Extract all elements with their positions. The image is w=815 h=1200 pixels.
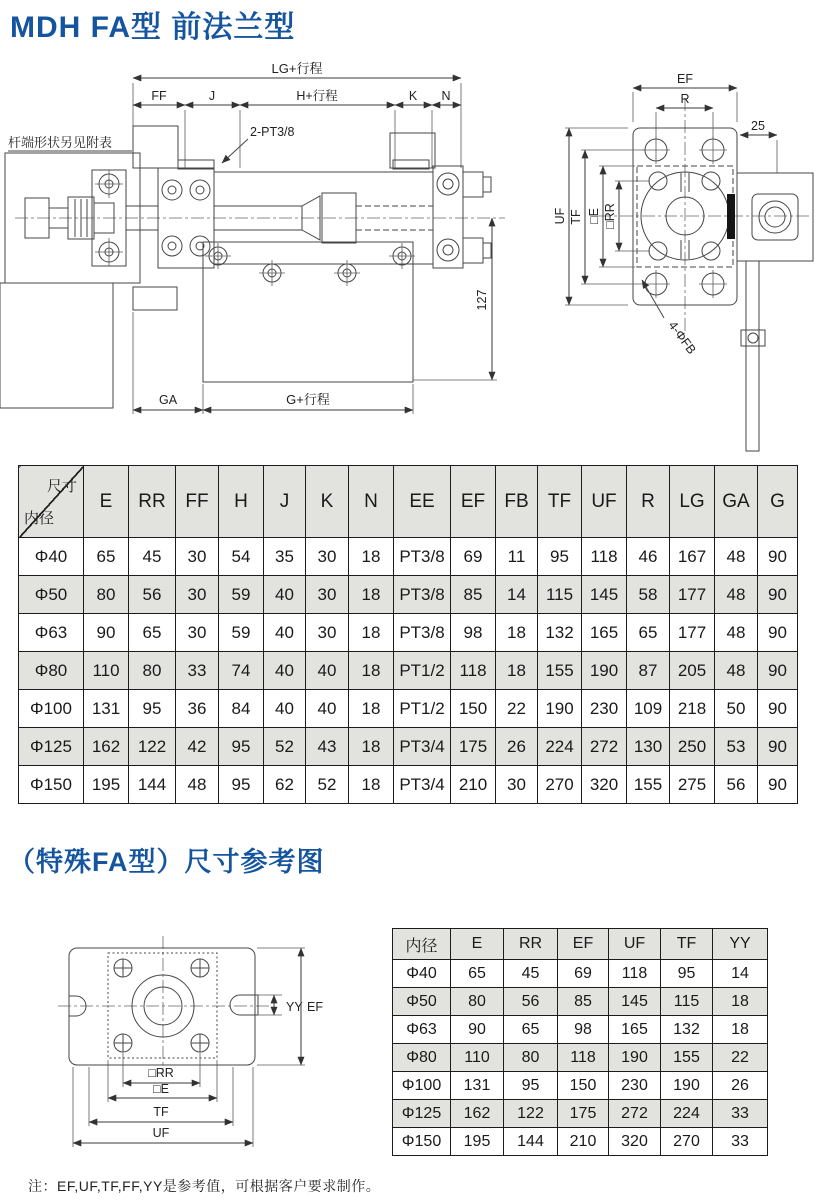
dim-label-ef2: EF	[307, 1000, 323, 1014]
dim-label-lg: LG+行程	[271, 61, 323, 76]
corner-label-bore: 内径	[24, 510, 55, 527]
cylinder-head	[126, 126, 214, 268]
table-row	[19, 652, 798, 690]
table-cell: 85	[451, 576, 496, 614]
column-header: EE	[394, 466, 451, 538]
table-cell: 218	[670, 690, 715, 728]
table-cell: 90	[84, 614, 129, 652]
table-cell: 36	[176, 690, 219, 728]
column-header: R	[627, 466, 670, 538]
column-header: J	[264, 466, 306, 538]
table-cell: PT3/8	[394, 576, 451, 614]
table-cell: 18	[349, 652, 394, 690]
table-cell: 14	[496, 576, 538, 614]
table-cell: 56	[715, 766, 758, 804]
table-cell: 48	[715, 576, 758, 614]
row-label-bore: Φ125	[19, 728, 84, 766]
cylinder-tube	[178, 133, 435, 264]
table-cell: 48	[715, 652, 758, 690]
table-cell: 275	[670, 766, 715, 804]
table-cell: 58	[627, 576, 670, 614]
table-cell: 190	[661, 1072, 713, 1100]
table-cell: 90	[758, 728, 798, 766]
dim-label-e2: □E	[153, 1082, 169, 1096]
dim-label-ga: GA	[158, 393, 178, 407]
dim-label-ff: FF	[151, 89, 167, 103]
technical-drawing-main	[0, 55, 815, 455]
page-title: MDH FA型 前法兰型	[10, 11, 296, 44]
row-label-bore: Φ40	[393, 960, 451, 988]
table-cell: 144	[129, 766, 176, 804]
row-label-bore: Φ63	[19, 614, 84, 652]
table-corner-cell	[19, 466, 84, 538]
column-header: G	[758, 466, 798, 538]
table-row	[393, 1016, 768, 1044]
table-cell: 40	[264, 652, 306, 690]
table-row	[19, 538, 798, 576]
table-cell: 118	[609, 960, 661, 988]
dim-label-g: G+行程	[286, 392, 330, 407]
row-label-bore: Φ125	[393, 1100, 451, 1128]
table-cell: 144	[504, 1128, 558, 1156]
table-cell: 48	[715, 614, 758, 652]
rod-end-note: 杆端形状另见附表	[8, 135, 113, 150]
table-cell: 30	[306, 576, 349, 614]
table-cell: 109	[627, 690, 670, 728]
table-cell: 110	[84, 652, 129, 690]
table-cell: 145	[609, 988, 661, 1016]
table-row	[393, 988, 768, 1016]
column-header: E	[451, 929, 504, 960]
table-cell: 43	[306, 728, 349, 766]
table-cell: 165	[582, 614, 627, 652]
table-cell: 45	[504, 960, 558, 988]
column-header: LG	[670, 466, 715, 538]
table-cell: 190	[582, 652, 627, 690]
table-cell: 132	[538, 614, 582, 652]
column-header: RR	[129, 466, 176, 538]
table-cell: 18	[349, 690, 394, 728]
table-cell: 33	[713, 1100, 768, 1128]
table-cell: 26	[496, 728, 538, 766]
row-label-bore: Φ150	[19, 766, 84, 804]
table-cell: 65	[451, 960, 504, 988]
table-cell: 122	[129, 728, 176, 766]
table-cell: 155	[538, 652, 582, 690]
dim-label-h: H+行程	[296, 89, 338, 103]
section2-title: （特殊FA型）尺寸参考图	[8, 847, 325, 877]
table-cell: 30	[306, 538, 349, 576]
dim-label-127: 127	[475, 289, 489, 311]
plate-cross-holes	[114, 959, 209, 1052]
table-cell: PT3/8	[394, 614, 451, 652]
table-cell: 98	[558, 1016, 609, 1044]
table-cell: PT3/4	[394, 728, 451, 766]
table-cell: 195	[451, 1128, 504, 1156]
table-cell: 118	[451, 652, 496, 690]
table-cell: 30	[176, 538, 219, 576]
special-fa-plate	[58, 936, 323, 1147]
dim-label-square-rr: □RR	[603, 203, 617, 229]
table-cell: 90	[758, 614, 798, 652]
table-cell: 40	[306, 652, 349, 690]
table-cell: 65	[627, 614, 670, 652]
flange-corner-holes	[642, 136, 727, 298]
row-label-bore: Φ150	[393, 1128, 451, 1156]
table-cell: 65	[504, 1016, 558, 1044]
table-cell: 165	[609, 1016, 661, 1044]
dim-label-yy: YY	[286, 1000, 303, 1014]
table-cell: 150	[451, 690, 496, 728]
table-cell: 95	[129, 690, 176, 728]
dim-label-k: K	[408, 89, 418, 103]
table-cell: 45	[129, 538, 176, 576]
row-label-bore: Φ100	[19, 690, 84, 728]
table-cell: 59	[219, 576, 264, 614]
table-cell: 155	[627, 766, 670, 804]
dim-label-ef: EF	[677, 72, 693, 86]
table-cell: 65	[129, 614, 176, 652]
table-cell: 272	[582, 728, 627, 766]
table-cell: 40	[264, 576, 306, 614]
table-cell: 40	[306, 690, 349, 728]
table-cell: 175	[558, 1100, 609, 1128]
dim-label-tf: TF	[569, 209, 583, 225]
table-cell: 11	[496, 538, 538, 576]
table-cell: 69	[558, 960, 609, 988]
table-cell: 65	[84, 538, 129, 576]
dim-label-25: 25	[751, 119, 765, 133]
table-cell: 224	[538, 728, 582, 766]
table-cell: 69	[451, 538, 496, 576]
technical-drawing-special-fa	[0, 920, 390, 1180]
dim-label-rr2: □RR	[148, 1066, 174, 1080]
table-cell: 18	[713, 988, 768, 1016]
table-row	[393, 1072, 768, 1100]
table-row	[393, 1044, 768, 1072]
table-cell: 52	[306, 766, 349, 804]
column-header: RR	[504, 929, 558, 960]
table-cell: 80	[451, 988, 504, 1016]
front-view	[553, 72, 813, 451]
table-cell: 56	[504, 988, 558, 1016]
row-label-bore: Φ50	[19, 576, 84, 614]
rear-end-cap	[433, 166, 491, 268]
row-label-bore: Φ80	[393, 1044, 451, 1072]
table-cell: 35	[264, 538, 306, 576]
column-header: N	[349, 466, 394, 538]
table-cell: 272	[609, 1100, 661, 1128]
table-cell: 62	[264, 766, 306, 804]
table-cell: 48	[715, 538, 758, 576]
table-cell: 250	[670, 728, 715, 766]
dim-label-j: J	[208, 89, 216, 103]
column-header: TF	[661, 929, 713, 960]
column-header: FF	[176, 466, 219, 538]
table-cell: 80	[504, 1044, 558, 1072]
table-cell: 167	[670, 538, 715, 576]
side-port-bracket	[727, 173, 813, 451]
dimension-table-main	[18, 465, 798, 804]
table-cell: 195	[84, 766, 129, 804]
table-cell: 30	[176, 576, 219, 614]
table-row	[19, 766, 798, 804]
table-cell: 33	[176, 652, 219, 690]
table-cell: 87	[627, 652, 670, 690]
table-cell: 54	[219, 538, 264, 576]
table-cell: 18	[349, 538, 394, 576]
corner-label-size: 尺寸	[46, 478, 77, 495]
table-cell: 90	[758, 576, 798, 614]
table-cell: 18	[349, 728, 394, 766]
table-cell: 98	[451, 614, 496, 652]
table-cell: 320	[609, 1128, 661, 1156]
table-cell: 56	[129, 576, 176, 614]
table-cell: 18	[349, 766, 394, 804]
table-cell: 90	[758, 652, 798, 690]
column-header: EF	[451, 466, 496, 538]
table-cell: 80	[84, 576, 129, 614]
side-view	[0, 61, 505, 414]
table-cell: 40	[264, 690, 306, 728]
table-cell: 162	[84, 728, 129, 766]
table-cell: 145	[582, 576, 627, 614]
table-cell: 190	[538, 690, 582, 728]
table-cell: 18	[496, 614, 538, 652]
table-cell: 210	[558, 1128, 609, 1156]
column-header: YY	[713, 929, 768, 960]
table-cell: 22	[496, 690, 538, 728]
row-label-bore: Φ40	[19, 538, 84, 576]
table-row	[19, 576, 798, 614]
hole-callout-fb: 4-ΦFB	[665, 318, 699, 357]
column-header: UF	[582, 466, 627, 538]
table-cell: 177	[670, 614, 715, 652]
dim-label-uf2: UF	[152, 1126, 170, 1140]
table-cell: 95	[219, 766, 264, 804]
table-cell: 18	[349, 614, 394, 652]
row-label-bore: Φ80	[19, 652, 84, 690]
table-cell: 26	[713, 1072, 768, 1100]
table-cell: 50	[715, 690, 758, 728]
table-cell: 230	[582, 690, 627, 728]
table-cell: 95	[219, 728, 264, 766]
table-cell: 53	[715, 728, 758, 766]
row-label-bore: Φ63	[393, 1016, 451, 1044]
table-cell: 22	[713, 1044, 768, 1072]
table-cell: 95	[504, 1072, 558, 1100]
dim-label-square-e: □E	[587, 208, 601, 224]
table-cell: 52	[264, 728, 306, 766]
table-row	[19, 614, 798, 652]
table-row	[393, 1128, 768, 1156]
dim-label-uf: UF	[553, 207, 567, 225]
dimension-table-special	[392, 928, 768, 1156]
table-cell: 131	[451, 1072, 504, 1100]
table-cell: 95	[538, 538, 582, 576]
table-cell: 95	[661, 960, 713, 988]
table-cell: 177	[670, 576, 715, 614]
table-cell: 118	[558, 1044, 609, 1072]
table-cell: 320	[582, 766, 627, 804]
table-cell: 59	[219, 614, 264, 652]
table-cell: 162	[451, 1100, 504, 1128]
column-header: EF	[558, 929, 609, 960]
table-cell: 230	[609, 1072, 661, 1100]
mounting-plate	[133, 242, 415, 382]
table-cell: PT1/2	[394, 690, 451, 728]
column-header: TF	[538, 466, 582, 538]
dim-label-n: N	[441, 89, 451, 103]
table-cell: PT3/4	[394, 766, 451, 804]
table-cell: 18	[496, 652, 538, 690]
table-cell: 18	[349, 576, 394, 614]
table-cell: 30	[176, 614, 219, 652]
table-cell: 42	[176, 728, 219, 766]
table-cell: PT3/8	[394, 538, 451, 576]
table-cell: 118	[582, 538, 627, 576]
column-header: K	[306, 466, 349, 538]
table-cell: 90	[758, 766, 798, 804]
table-cell: 40	[264, 614, 306, 652]
table-cell: 270	[538, 766, 582, 804]
table-row	[19, 728, 798, 766]
table-cell: 131	[84, 690, 129, 728]
column-header: H	[219, 466, 264, 538]
table-cell: 90	[451, 1016, 504, 1044]
table-cell: 175	[451, 728, 496, 766]
table-cell: 90	[758, 690, 798, 728]
table-cell: PT1/2	[394, 652, 451, 690]
row-label-bore: Φ100	[393, 1072, 451, 1100]
table-cell: 18	[713, 1016, 768, 1044]
column-header: E	[84, 466, 129, 538]
table-cell: 110	[451, 1044, 504, 1072]
footnote: 注：EF,UF,TF,FF,YY是参考值，可根据客户要求制作。	[28, 1178, 381, 1194]
table-cell: 270	[661, 1128, 713, 1156]
table-cell: 150	[558, 1072, 609, 1100]
dim-label-r: R	[680, 92, 690, 106]
table-cell: 115	[661, 988, 713, 1016]
table-cell: 122	[504, 1100, 558, 1128]
table-cell: 155	[661, 1044, 713, 1072]
port-callout: 2-PT3/8	[250, 125, 295, 139]
table-cell: 30	[496, 766, 538, 804]
table-cell: 84	[219, 690, 264, 728]
table-cell: 190	[609, 1044, 661, 1072]
column-header: UF	[609, 929, 661, 960]
table-cell: 14	[713, 960, 768, 988]
table-cell: 48	[176, 766, 219, 804]
table-cell: 74	[219, 652, 264, 690]
table-cell: 115	[538, 576, 582, 614]
column-header: 内径	[393, 929, 451, 960]
dim-label-tf2: TF	[153, 1105, 169, 1119]
row-label-bore: Φ50	[393, 988, 451, 1016]
table-cell: 224	[661, 1100, 713, 1128]
column-header: FB	[496, 466, 538, 538]
table-cell: 210	[451, 766, 496, 804]
table-row	[19, 690, 798, 728]
table-cell: 80	[129, 652, 176, 690]
table-cell: 90	[758, 538, 798, 576]
table-cell: 30	[306, 614, 349, 652]
table-cell: 132	[661, 1016, 713, 1044]
table-cell: 46	[627, 538, 670, 576]
column-header: GA	[715, 466, 758, 538]
table-cell: 130	[627, 728, 670, 766]
table-cell: 85	[558, 988, 609, 1016]
table-cell: 205	[670, 652, 715, 690]
table-cell: 33	[713, 1128, 768, 1156]
table-row	[393, 960, 768, 988]
table-row	[393, 1100, 768, 1128]
